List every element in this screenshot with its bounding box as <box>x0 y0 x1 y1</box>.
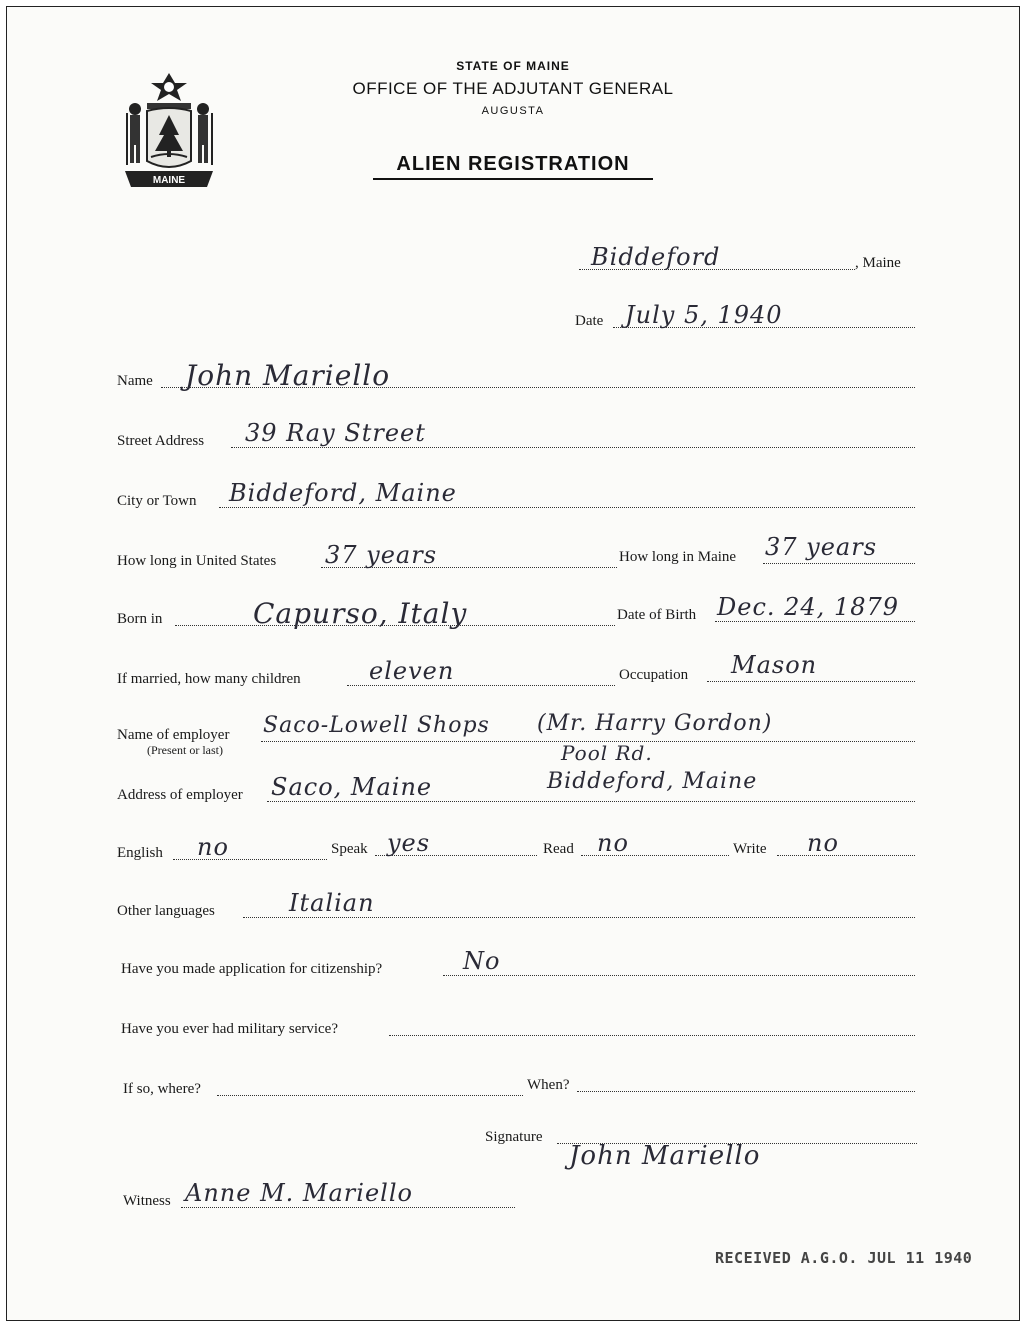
city-value: Biddeford, Maine <box>229 479 457 507</box>
speak-label: Speak <box>331 841 368 857</box>
military-line <box>389 1035 915 1036</box>
employer-street-value: Pool Rd. <box>561 741 653 765</box>
dob-line <box>715 621 915 622</box>
witness-label: Witness <box>123 1193 171 1209</box>
state-heading: STATE OF MAINE <box>456 59 570 73</box>
other-languages-label: Other languages <box>117 903 215 919</box>
employer-address-label: Address of employer <box>117 787 243 803</box>
street-label: Street Address <box>117 433 205 449</box>
citizenship-line <box>443 975 915 976</box>
born-in-label: Born in <box>117 611 163 627</box>
dob-label: Date of Birth <box>617 607 697 623</box>
english-value: no <box>197 833 229 861</box>
how-long-maine-value: 37 years <box>765 533 878 561</box>
dob-value: Dec. 24, 1879 <box>717 593 900 621</box>
read-label: Read <box>543 841 574 857</box>
employer-label: Name of employer <box>117 727 230 743</box>
employer-address-city-value: Biddeford, Maine <box>547 769 758 794</box>
name-label: Name <box>117 373 153 389</box>
received-stamp: RECEIVED A.G.O. JUL 11 1940 <box>715 1249 973 1267</box>
signature-label: Signature <box>485 1129 543 1145</box>
how-long-us-label: How long in United States <box>117 553 277 569</box>
city-heading: AUGUSTA <box>481 105 545 117</box>
english-label: English <box>117 845 163 861</box>
date-label: Date <box>575 313 604 329</box>
where-line <box>217 1095 523 1096</box>
form-title: ALIEN REGISTRATION <box>396 153 630 175</box>
location-city-value: Biddeford <box>591 243 721 271</box>
citizenship-label: Have you made application for citizenship? <box>121 961 383 977</box>
how-long-maine-label: How long in Maine <box>619 549 737 565</box>
date-value: July 5, 1940 <box>625 301 783 329</box>
when-line <box>577 1091 915 1092</box>
employer-address-line <box>267 801 915 802</box>
employer-value: Saco-Lowell Shops <box>263 713 490 738</box>
citizenship-value: No <box>463 947 501 975</box>
children-value: eleven <box>369 657 455 685</box>
when-label: When? <box>527 1077 570 1093</box>
how-long-us-value: 37 years <box>325 541 438 569</box>
street-line <box>231 447 915 448</box>
employer-contact-value: (Mr. Harry Gordon) <box>537 711 773 736</box>
signature-value: John Mariello <box>569 1141 761 1171</box>
children-line <box>347 685 615 686</box>
born-in-value: Capurso, Italy <box>253 597 468 630</box>
location-suffix: , Maine <box>855 255 901 271</box>
employer-address-value: Saco, Maine <box>271 773 433 801</box>
military-label: Have you ever had military service? <box>121 1021 338 1037</box>
city-label: City or Town <box>117 493 197 509</box>
office-heading: OFFICE OF THE ADJUTANT GENERAL <box>352 79 674 98</box>
write-label: Write <box>733 841 767 857</box>
children-label: If married, how many children <box>117 671 301 687</box>
witness-line <box>181 1207 515 1208</box>
how-long-maine-line <box>763 563 915 564</box>
occupation-line <box>707 681 915 682</box>
where-label: If so, where? <box>123 1081 201 1097</box>
witness-value: Anne M. Mariello <box>185 1179 413 1207</box>
occupation-label: Occupation <box>619 667 689 683</box>
other-languages-line <box>243 917 915 918</box>
write-line <box>777 855 915 856</box>
seal-text: MAINE <box>152 175 186 186</box>
title-underline <box>373 178 653 180</box>
employer-sublabel: (Present or last) <box>147 743 223 757</box>
name-value: John Mariello <box>185 359 391 392</box>
city-line <box>219 507 915 508</box>
street-value: 39 Ray Street <box>245 419 426 447</box>
write-value: no <box>807 829 839 857</box>
speak-value: yes <box>387 829 431 857</box>
other-languages-value: Italian <box>289 889 375 917</box>
read-value: no <box>597 829 629 857</box>
occupation-value: Mason <box>731 651 818 679</box>
registration-form <box>6 6 1020 1321</box>
